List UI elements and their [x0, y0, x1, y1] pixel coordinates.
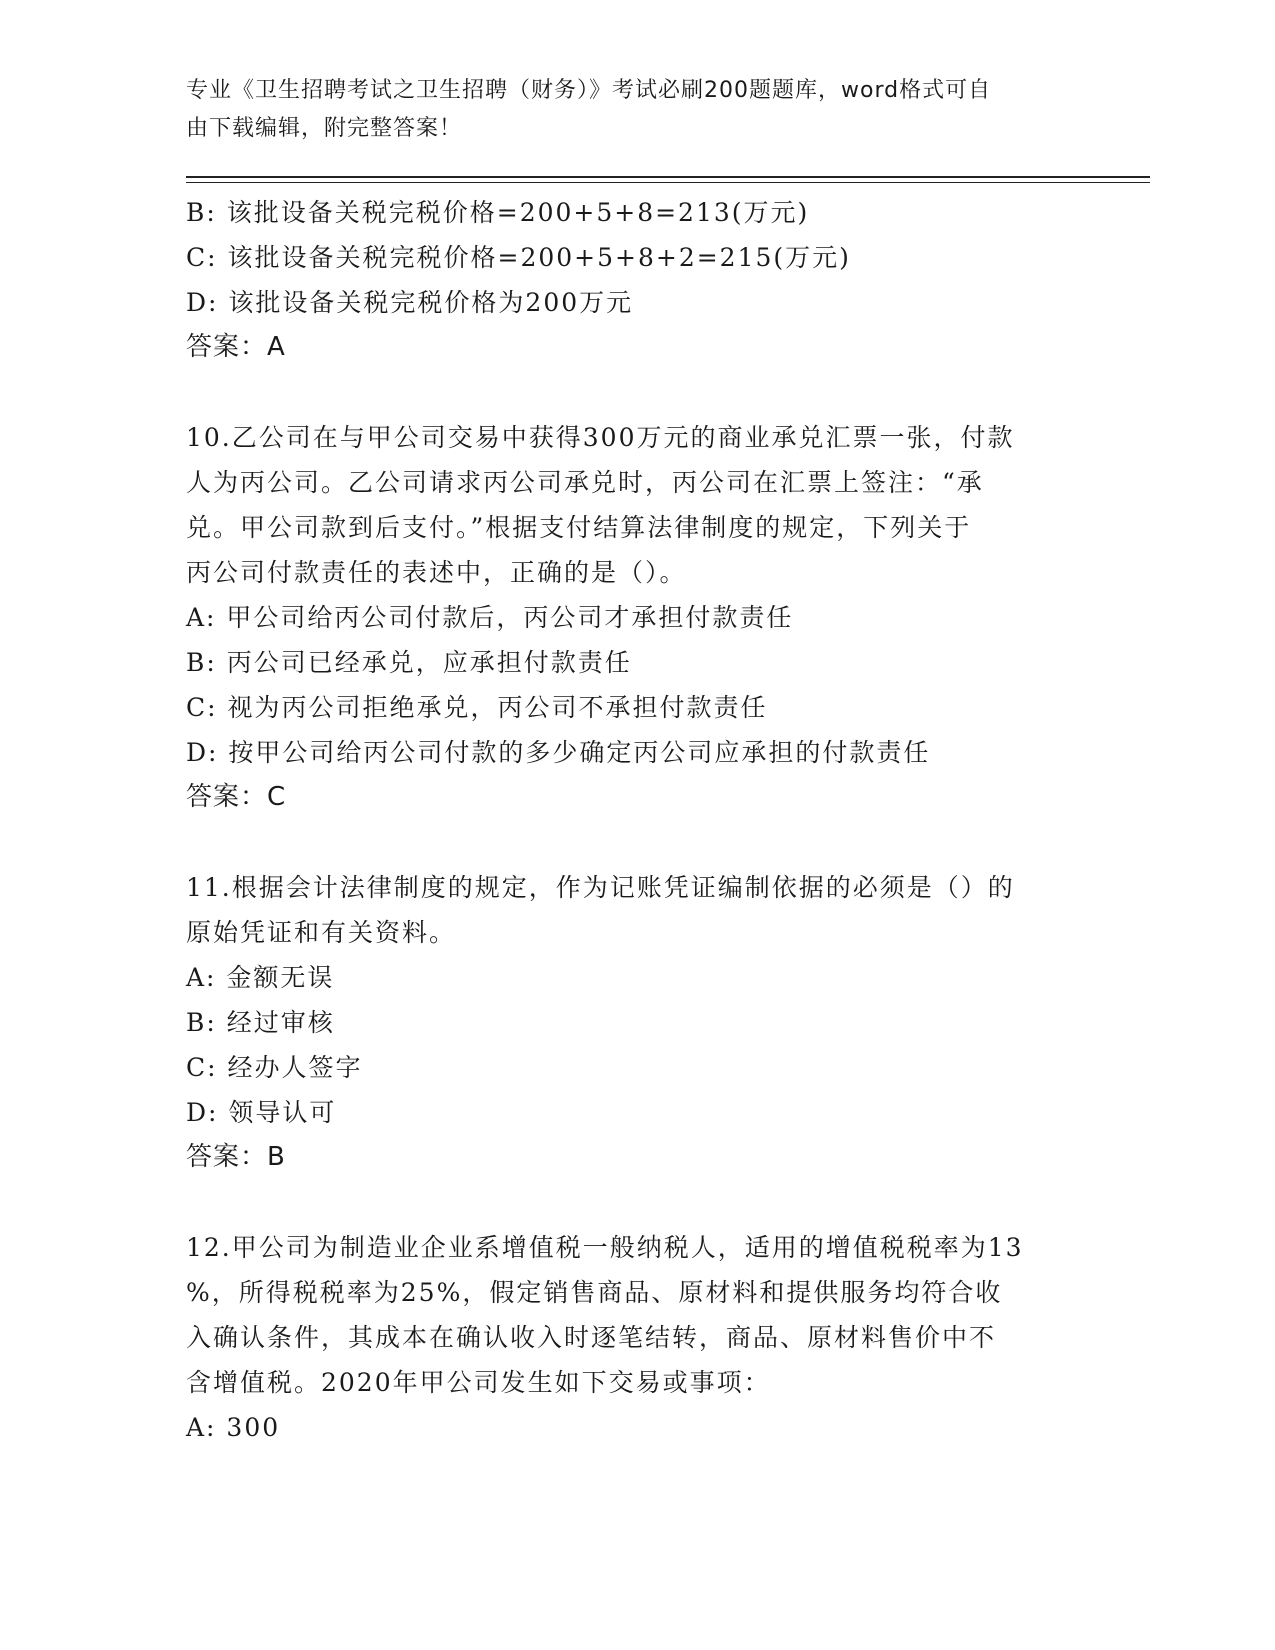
header-divider-thick — [186, 176, 1150, 178]
q12-text-line: 入确认条件，其成本在确认收入时逐笔结转，商品、原材料售价中不 — [186, 1323, 997, 1352]
q9-option-d: D: 该批设备关税完税价格为200万元 — [186, 288, 634, 317]
q11-text — [186, 865, 1086, 955]
q11-option-d: D: 领导认可 — [186, 1098, 337, 1127]
q10-option-b: B: 丙公司已经承兑，应承担付款责任 — [186, 648, 632, 677]
q11-option-a: A: 金额无误 — [186, 963, 335, 992]
q10-text-line: 丙公司付款责任的表述中，正确的是（）。 — [186, 558, 687, 587]
q9-option-b: B: 该批设备关税完税价格=200+5+8=213(万元) — [186, 198, 810, 227]
q10-option-a: A: 甲公司给丙公司付款后，丙公司才承担付款责任 — [186, 603, 794, 632]
q12-option-a: A: 300 — [186, 1413, 281, 1442]
q12-text-line: 12.甲公司为制造业企业系增值税一般纳税人，适用的增值税税率为13 — [186, 1233, 1024, 1262]
q10-text-line: 10.乙公司在与甲公司交易中获得300万元的商业承兑汇票一张，付款 — [186, 423, 1015, 452]
document-header — [186, 72, 1066, 148]
q12-text-line: %，所得税税率为25%，假定销售商品、原材料和提供服务均符合收 — [186, 1278, 1003, 1307]
question-12 — [186, 1225, 1086, 1450]
q9-answer: 答案：A — [186, 332, 286, 362]
spacer — [186, 820, 1086, 865]
q12-text-line: 含增值税。2020年甲公司发生如下交易或事项： — [186, 1368, 771, 1397]
document-body — [186, 190, 1086, 1450]
spacer — [186, 1180, 1086, 1225]
spacer — [186, 370, 1086, 415]
q11-option-b: B: 经过审核 — [186, 1008, 335, 1037]
q10-text-line: 人为丙公司。乙公司请求丙公司承兑时，丙公司在汇票上签注：“承 — [186, 468, 984, 497]
q10-text — [186, 415, 1086, 595]
question-9 — [186, 190, 1086, 370]
q10-text-line: 兑。甲公司款到后支付。”根据支付结算法律制度的规定，下列关于 — [186, 513, 972, 542]
q11-text-line: 原始凭证和有关资料。 — [186, 918, 457, 947]
q11-answer: 答案：B — [186, 1142, 286, 1172]
q11-text-line: 11.根据会计法律制度的规定，作为记账凭证编制依据的必须是（）的 — [186, 873, 1015, 902]
q10-option-c: C: 视为丙公司拒绝承兑，丙公司不承担付款责任 — [186, 693, 768, 722]
q12-text — [186, 1225, 1086, 1405]
header-line-1: 专业《卫生招聘考试之卫生招聘（财务）》考试必刷200题题库，word格式可自 — [186, 78, 992, 103]
question-10 — [186, 415, 1086, 820]
q11-option-c: C: 经办人签字 — [186, 1053, 363, 1082]
question-11 — [186, 865, 1086, 1180]
q10-option-d: D: 按甲公司给丙公司付款的多少确定丙公司应承担的付款责任 — [186, 738, 931, 767]
q10-answer: 答案：C — [186, 782, 287, 812]
header-divider-thin — [186, 182, 1150, 183]
header-line-2: 由下载编辑，附完整答案！ — [186, 116, 463, 141]
q9-option-c: C: 该批设备关税完税价格=200+5+8+2=215(万元) — [186, 243, 851, 272]
